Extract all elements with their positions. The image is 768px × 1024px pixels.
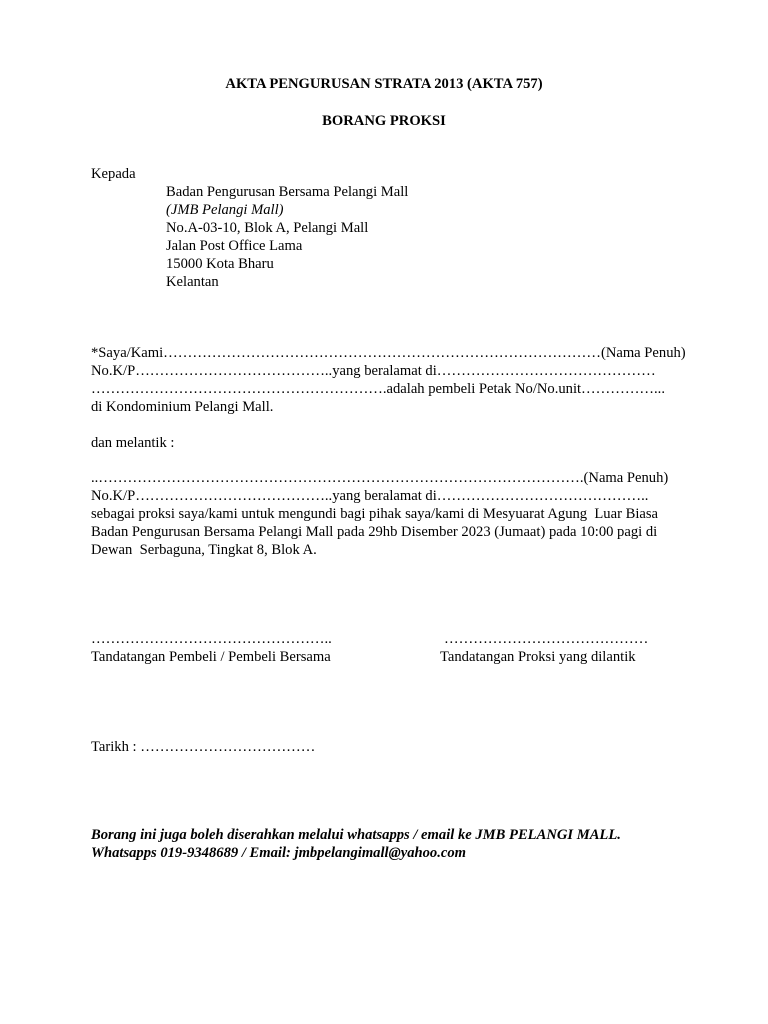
proxy-purpose-line-1: sebagai proksi saya/kami untuk mengundi bagi pihak saya/kami di Mesyuarat Agung Luar Biasa (91, 506, 659, 522)
purchaser-name-line: *Saya/Kami………………………………………………………………………………(Nama Penuh) (91, 345, 686, 361)
addressee-line-3: No.A-03-10, Blok A, Pelangi Mall (166, 220, 369, 236)
proxy-purpose-line-2: Badan Pengurusan Bersama Pelangi Mall pada 29hb Disember 2023 (Jumaat) pada 10:00 pagi di (91, 524, 658, 540)
purchaser-signature-line: ………………………………………….. (91, 631, 332, 647)
addressee-line-5: 15000 Kota Bharu (166, 256, 274, 272)
footer-note-line-1: Borang ini juga boleh diserahkan melalui whatsapps / email ke JMB PELANGI MALL. (91, 827, 621, 843)
purchaser-ic-line: No.K/P…………………………………..yang beralamat di……………………………………… (91, 363, 656, 379)
proxy-signature-label: Tandatangan Proksi yang dilantik (440, 649, 636, 665)
proxy-signature-line: …………………………………… (444, 631, 649, 647)
purchaser-signature-label: Tandatangan Pembeli / Pembeli Bersama (91, 649, 331, 665)
proxy-purpose-line-3: Dewan Serbaguna, Tingkat 8, Blok A. (91, 542, 317, 558)
proxy-name-line: ..……………………………………………………………………………………….(Nama Penuh) (91, 470, 669, 486)
date-field: Tarikh : ……………………………… (91, 739, 316, 755)
purchaser-property-line: di Kondominium Pelangi Mall. (91, 399, 274, 415)
addressee-line-4: Jalan Post Office Lama (166, 238, 303, 254)
proxy-ic-line: No.K/P…………………………………..yang beralamat di…………………………………….. (91, 488, 649, 504)
appoint-heading: dan melantik : (91, 435, 175, 451)
addressee-salutation: Kepada (91, 166, 136, 182)
addressee-line-6: Kelantan (166, 274, 219, 290)
addressee-line-2: (JMB Pelangi Mall) (166, 202, 284, 218)
footer-note-line-2: Whatsapps 019-9348689 / Email: jmbpelangimall@yahoo.com (91, 845, 466, 861)
addressee-line-1: Badan Pengurusan Bersama Pelangi Mall (166, 184, 409, 200)
form-title: BORANG PROKSI (322, 113, 446, 129)
act-title: AKTA PENGURUSAN STRATA 2013 (AKTA 757) (225, 76, 543, 92)
purchaser-address-line: …………………………………………………….adalah pembeli Petak No/No.unit……………... (91, 381, 665, 397)
